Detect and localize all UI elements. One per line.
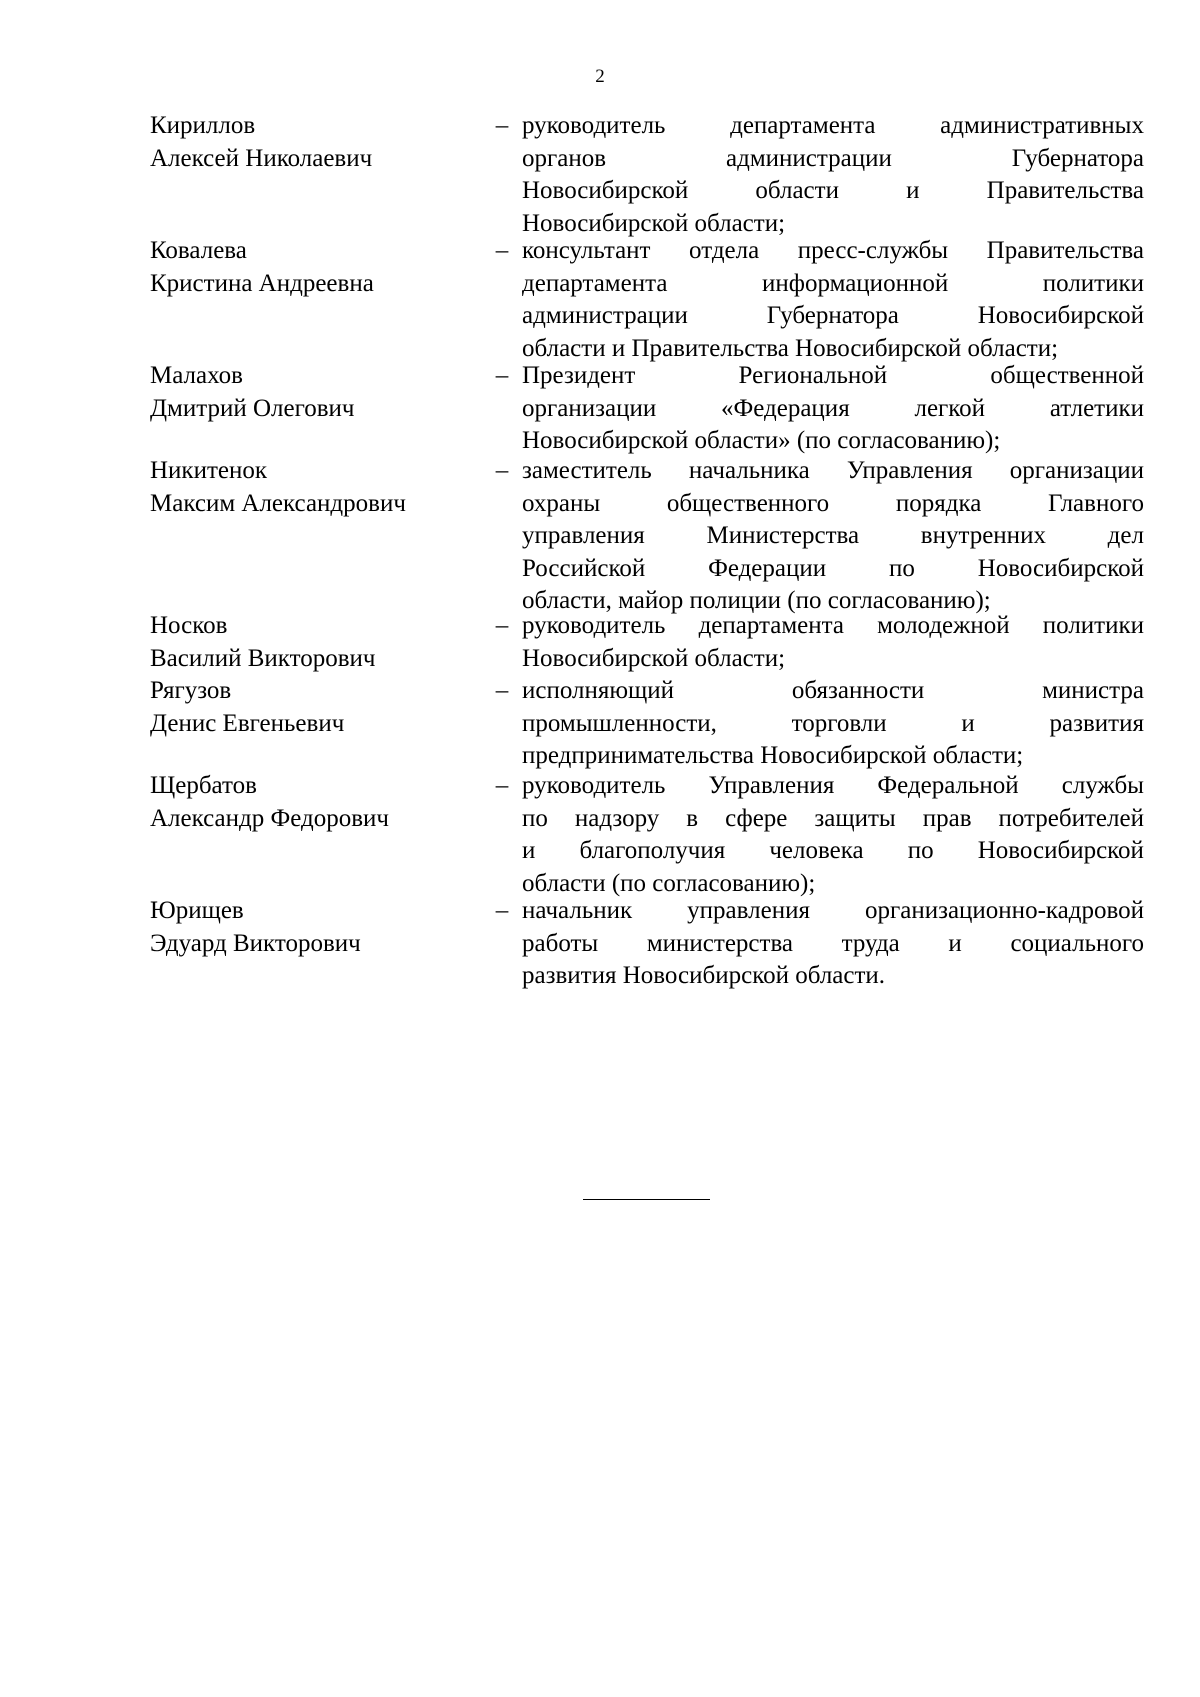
position-line: руководитель Управления Федеральной службы [522, 772, 1144, 799]
member-dash: – [495, 612, 509, 639]
position-line: Новосибирской области» (по согласованию); [522, 427, 1001, 455]
member-position [522, 455, 1144, 618]
member-surname: Ковалева [150, 237, 247, 264]
member-name [150, 455, 490, 520]
member-given-names: Максим Александрович [150, 489, 406, 517]
position-line: департамента информационной политики [522, 269, 1144, 297]
member-position [522, 610, 1144, 675]
member-entry [150, 770, 1145, 897]
member-given-names: Дмитрий Олегович [150, 394, 355, 422]
position-line: области и Правительства Новосибирской области; [522, 334, 1059, 362]
member-dash: – [495, 457, 509, 484]
position-line: предпринимательства Новосибирской области; [522, 742, 1024, 770]
member-name [150, 110, 490, 175]
member-given-names: Кристина Андреевна [150, 269, 374, 297]
position-line: Новосибирской области; [522, 209, 786, 237]
member-entry [150, 895, 1145, 990]
member-surname: Щербатов [150, 772, 257, 799]
member-dash: – [495, 237, 509, 264]
position-line: управления Министерства внутренних дел [522, 522, 1144, 550]
position-line: исполняющий обязанности министра [522, 677, 1144, 704]
position-line: Президент Региональной общественной [522, 362, 1144, 389]
member-surname: Малахов [150, 362, 243, 389]
position-line: и благополучия человека по Новосибирской [522, 837, 1144, 865]
position-line: области (по согласованию); [522, 869, 816, 897]
position-line: начальник управления организационно-кадровой [522, 897, 1144, 924]
member-dash: – [495, 112, 509, 139]
member-given-names: Эдуард Викторович [150, 929, 361, 957]
member-entry [150, 110, 1145, 237]
member-surname: Никитенок [150, 457, 268, 484]
member-surname: Носков [150, 612, 228, 639]
position-line: органов администрации Губернатора [522, 144, 1144, 172]
position-line: области, майор полиции (по согласованию); [522, 587, 991, 615]
member-position [522, 360, 1144, 458]
member-entry [150, 455, 1145, 615]
member-entry [150, 360, 1145, 455]
member-given-names: Василий Викторович [150, 644, 376, 672]
position-line: руководитель департамента молодежной политики [522, 612, 1144, 639]
member-position [522, 895, 1144, 993]
member-dash: – [495, 677, 509, 704]
member-entry [150, 675, 1145, 770]
member-name [150, 360, 490, 425]
position-line: развития Новосибирской области. [522, 962, 886, 990]
position-line: Новосибирской области и Правительства [522, 177, 1144, 205]
member-given-names: Алексей Николаевич [150, 144, 373, 172]
member-dash: – [495, 897, 509, 924]
member-surname: Юрищев [150, 897, 244, 924]
position-line: консультант отдела пресс-службы Правительства [522, 237, 1144, 264]
member-position [522, 235, 1144, 365]
member-surname: Кириллов [150, 112, 256, 139]
position-line: Новосибирской области; [522, 644, 786, 672]
position-line: охраны общественного порядка Главного [522, 489, 1144, 517]
member-dash: – [495, 772, 509, 799]
member-surname: Рягузов [150, 677, 232, 704]
position-line: Российской Федерации по Новосибирской [522, 554, 1144, 582]
position-line: заместитель начальника Управления организации [522, 457, 1144, 484]
member-dash: – [495, 362, 509, 389]
member-entry [150, 235, 1145, 362]
member-given-names: Александр Федорович [150, 804, 389, 832]
end-rule [583, 1199, 710, 1200]
position-line: организации «Федерация легкой атлетики [522, 394, 1144, 422]
member-entry [150, 610, 1145, 672]
member-name [150, 770, 490, 835]
position-line: промышленности, торговли и развития [522, 709, 1144, 737]
member-position [522, 770, 1144, 900]
member-name [150, 895, 490, 960]
member-given-names: Денис Евгеньевич [150, 709, 345, 737]
position-line: администрации Губернатора Новосибирской [522, 302, 1144, 330]
member-name [150, 610, 490, 675]
member-position [522, 675, 1144, 773]
position-line: руководитель департамента административных [522, 112, 1144, 139]
member-name [150, 675, 490, 740]
member-position [522, 110, 1144, 240]
member-name [150, 235, 490, 300]
page-number: 2 [595, 66, 605, 87]
position-line: работы министерства труда и социального [522, 929, 1144, 957]
position-line: по надзору в сфере защиты прав потребителей [522, 804, 1144, 832]
